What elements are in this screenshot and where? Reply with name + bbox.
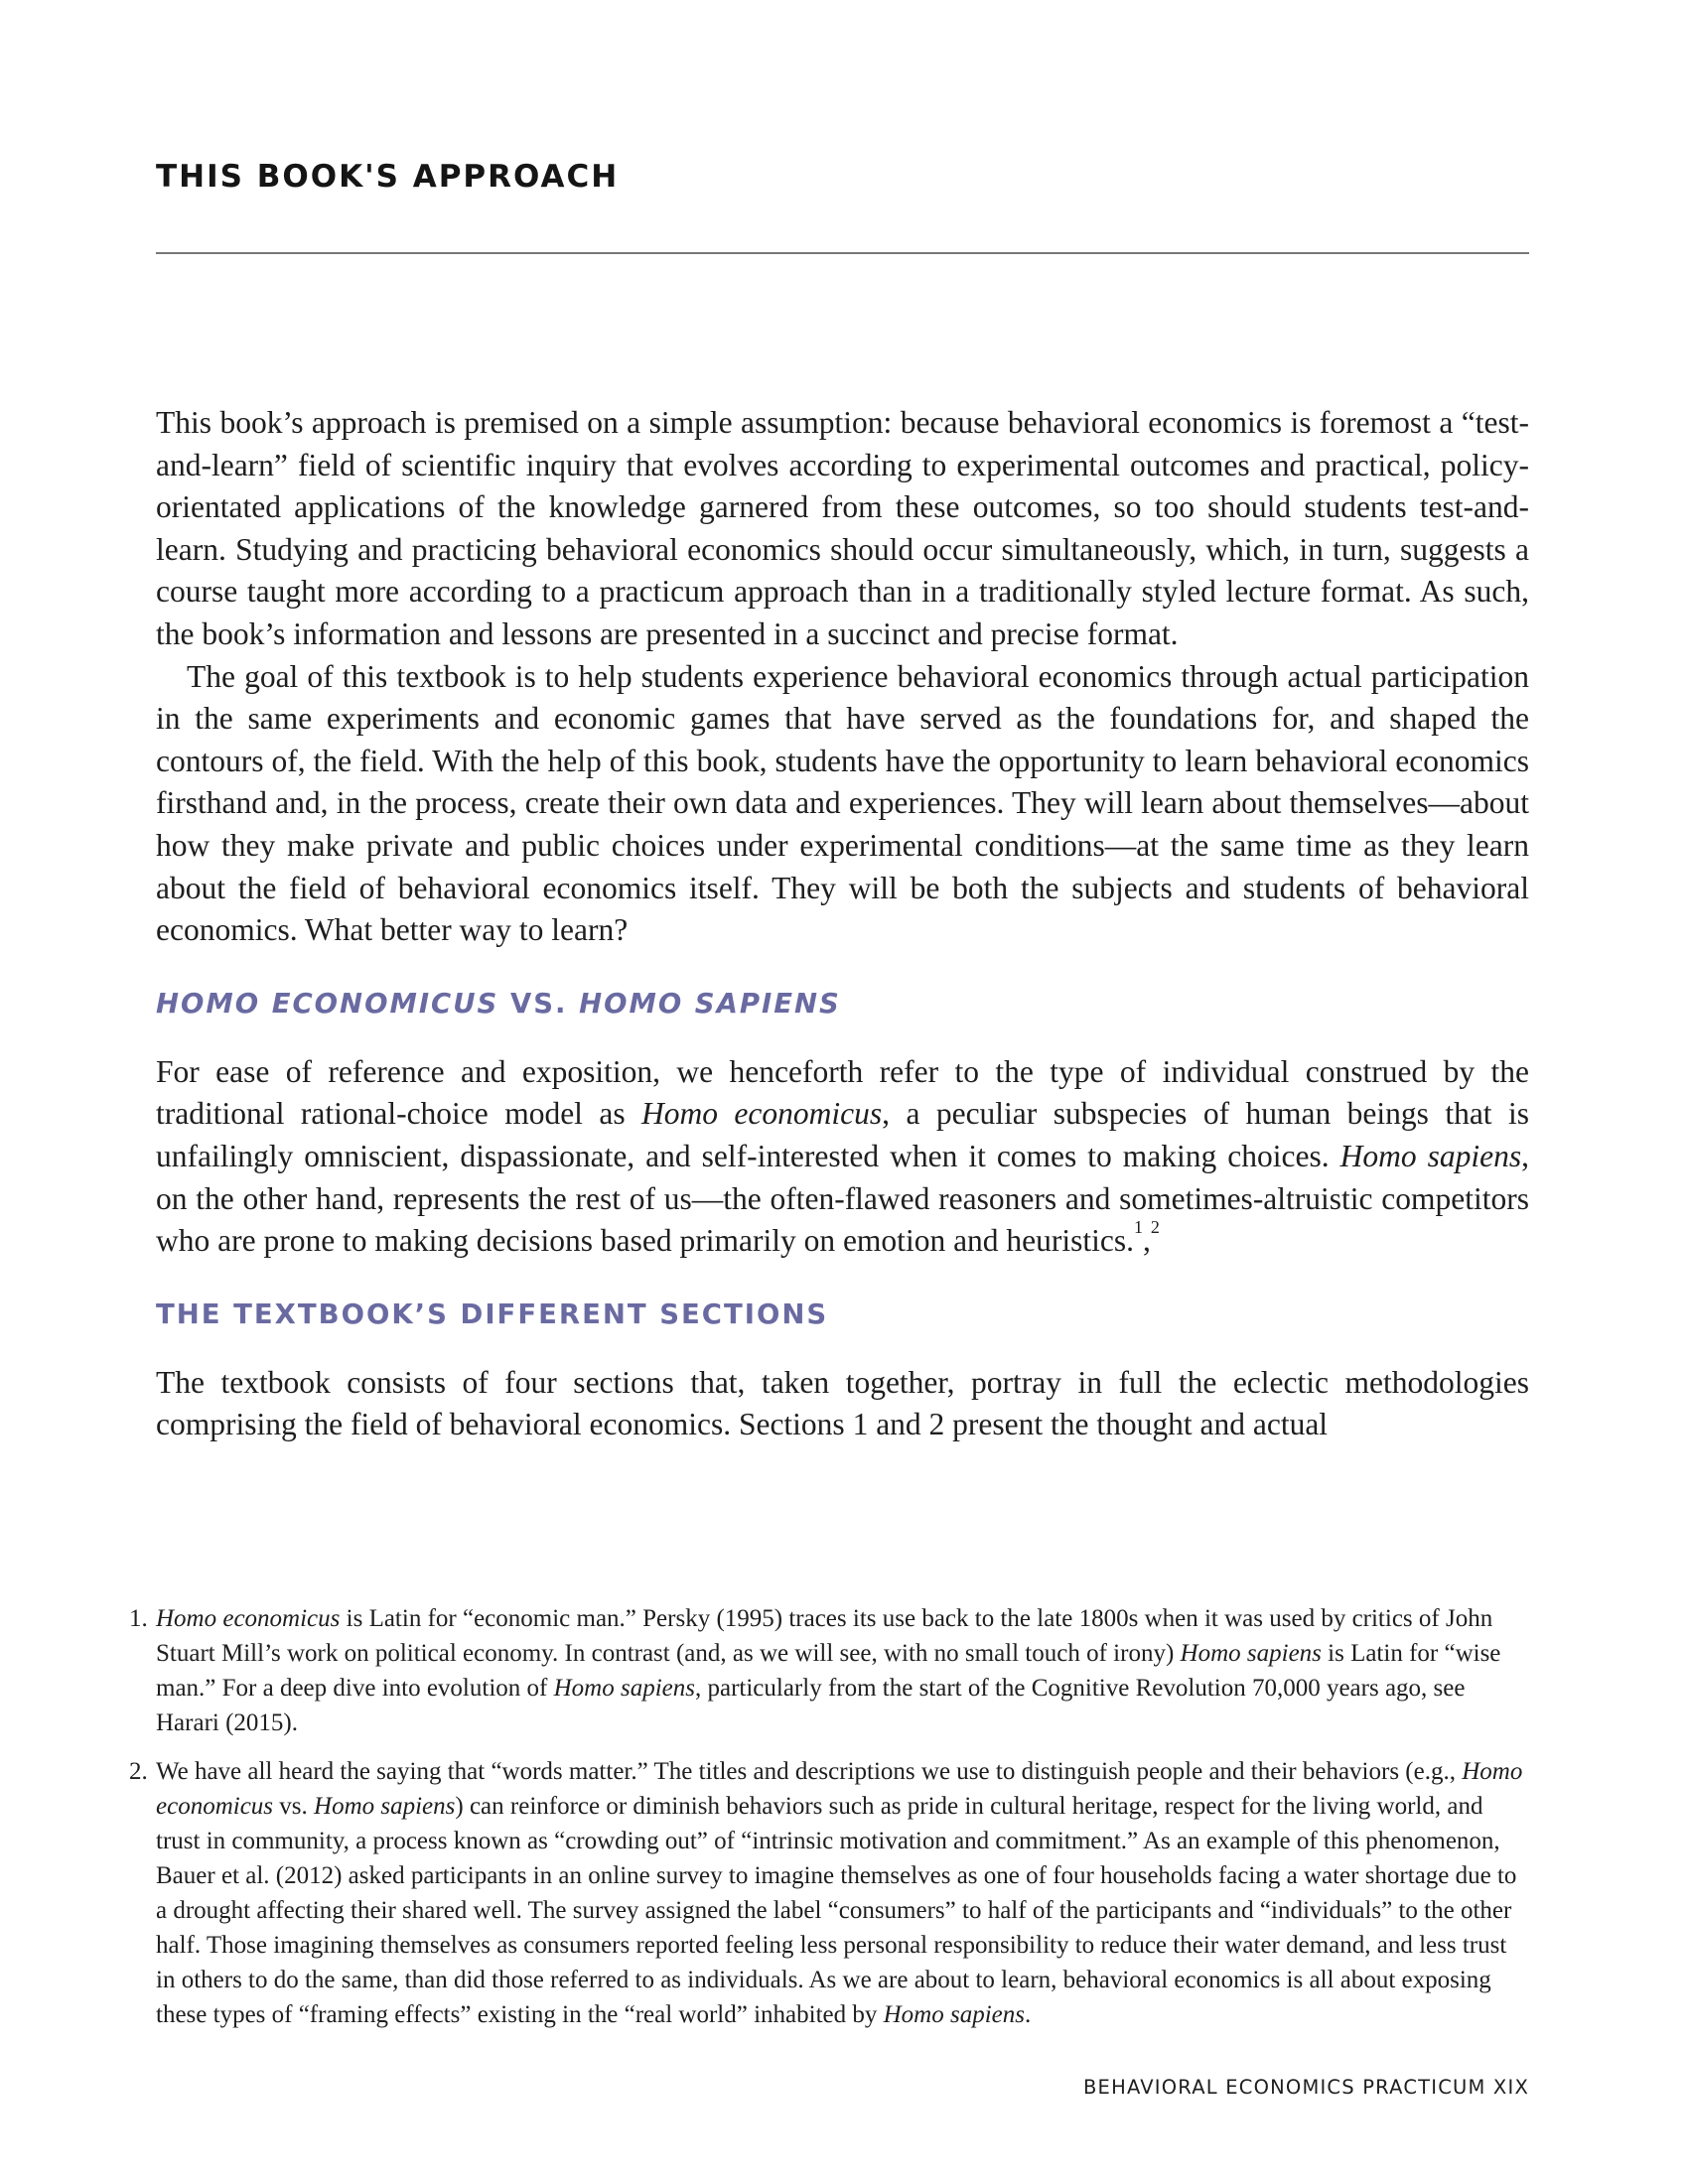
footnote-ref-separator: ,: [1143, 1223, 1151, 1259]
footnote-text: [156, 1754, 1529, 2032]
text-run: .: [1024, 2001, 1032, 2028]
footnote-ref-2[interactable]: 2: [1150, 1217, 1160, 1238]
footnote-ref-1[interactable]: 1: [1134, 1217, 1144, 1238]
text-run: We have all heard the saying that “words matter.” The titles and descriptions we use to distinguish people and their behaviors (e.g.,: [156, 1758, 1463, 1785]
page: [129, 0, 1529, 2184]
section-heading-different-sections: THE TEXTBOOK’S DIFFERENT SECTIONS: [156, 1297, 829, 1330]
italic-term: Homo sapiens: [1180, 1640, 1322, 1667]
footnote-number: 1.: [129, 1605, 148, 1632]
section-heading-part: HOMO SAPIENS: [579, 987, 841, 1020]
section-heading-homo-economicus: [156, 986, 1529, 1022]
text-run: For ease of reference and exposition, we henceforth refer to the type of individual construed by the traditional rational-choice model as: [156, 1053, 1529, 1132]
intro-paragraph-2: The goal of this textbook is to help students experience behavioral economics through actual participation in the same experiments and economic games that have served as the foundations for, and shaped the contours of, the field. With the help of this book, students have the opportunity to learn behavioral economics firsthand and, in the process, create their own data and experiences. They will learn about themselves—about how they make private and public choices under experimental conditions—at the same time as they learn about the field of behavioral economics itself. They will be both the subjects and students of behavioral economics. What better way to learn?: [156, 658, 1529, 948]
text-run: , a peculiar subspecies of human beings that is unfailingly omniscient, dispassionate, and self-interested when it comes to making choices.: [156, 1096, 1529, 1173]
different-sections-paragraph: The textbook consists of four sections that, taken together, portray in full the eclectic methodologies comprising the field of behavioral economics. Sections 1 and 2 present the thought and actual: [156, 1364, 1529, 1442]
section-heading-part: VS.: [498, 987, 580, 1020]
italic-term: Homo economicus: [156, 1758, 1523, 1820]
text-run: , particularly from the start of the Cognitive Revolution 70,000 years ago, see Harari (2015).: [156, 1675, 1466, 1736]
title-divider: [156, 252, 1529, 254]
italic-term: Homo economicus: [156, 1605, 341, 1632]
italic-term: Homo sapiens: [314, 1793, 456, 1820]
footnote-1: [129, 1601, 1529, 1740]
homo-economicus-paragraph: [156, 1051, 1529, 1263]
main-content: [156, 402, 1529, 1446]
chapter-title: THIS BOOK'S APPROACH: [156, 159, 620, 195]
text-run: is Latin for “wise man.” For a deep dive into evolution of: [156, 1640, 1501, 1702]
italic-term: Homo sapiens: [1339, 1138, 1522, 1173]
italic-term: Homo sapiens: [553, 1675, 695, 1702]
italic-term: Homo economicus: [641, 1096, 883, 1132]
text-run: , on the other hand, represents the rest of us—the often-flawed reasoners and sometimes-altruistic competitors who are prone to making decisions based primarily on emotion and heuristics.: [156, 1138, 1529, 1259]
text-run: is Latin for “economic man.” Persky (1995) traces its use back to the late 1800s when it was used by critics of John Stuart Mill’s work on political economy. In contrast (and, as we will see, with no small touch of irony): [156, 1605, 1493, 1667]
footnote-number: 2.: [129, 1758, 148, 1785]
section-heading-part: HOMO ECONOMICUS: [156, 987, 499, 1020]
footnote-2: [129, 1754, 1529, 2032]
footnote-text: [156, 1601, 1529, 1740]
intro-paragraph-1: This book’s approach is premised on a simple assumption: because behavioral economics is foremost a “test-and-learn” field of scientific inquiry that evolves according to experimental outcomes and practical, policy-orientated applications of the knowledge garnered from these outcomes, so too should students test-and-learn. Studying and practicing behavioral economics should occur simultaneously, which, in turn, suggests a course taught more according to a practicum approach than in a traditionally styled lecture format. As such, the book’s information and lessons are presented in a succinct and precise format.: [156, 405, 1529, 651]
text-run: vs.: [273, 1793, 315, 1820]
footnotes: [129, 1601, 1529, 2032]
text-run: ) can reinforce or diminish behaviors such as pride in cultural heritage, respect for the living world, and trust in community, a process known as “crowding out” of “intrinsic motivation and commitment.” As an example of this phenomenon, Bauer et al. (2012) asked participants in an online survey to imagine themselves as one of four households facing a water shortage due to a drought affecting their shared well. The survey assigned the label “consumers” to half of the participants and “individuals” to the other half. Those imagining themselves as consumers reported feeling less personal responsibility to reduce their water demand, and less trust in others to do the same, than did those referred to as individuals. As we are about to learn, behavioral economics is all about exposing these types of “framing effects” existing in the “real world” inhabited by: [156, 1793, 1517, 2028]
running-footer: BEHAVIORAL ECONOMICS PRACTICUM XIX: [1082, 2076, 1529, 2099]
italic-term: Homo sapiens: [883, 2001, 1025, 2028]
